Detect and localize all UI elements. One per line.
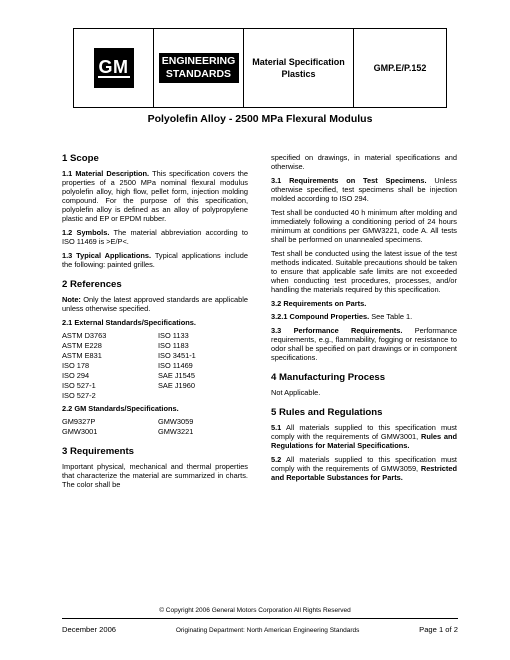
list-item: ISO 527-2	[62, 391, 96, 400]
engineering-standards-cell	[154, 29, 244, 107]
spec-code: GMP.E/P.152	[373, 63, 427, 73]
section-1-2-label: 1.2 Symbols.	[62, 228, 110, 237]
section-3-1-label: 3.1 Requirements on Test Specimens.	[271, 176, 427, 185]
section-5-2-label: 5.2	[271, 455, 282, 464]
left-column	[62, 153, 248, 494]
references-note	[62, 295, 248, 313]
list-item: GMW3059	[158, 417, 194, 426]
list-item: ISO 1133	[158, 331, 189, 340]
section-5-1-ref: Rules and Regulations for Material Specifications.	[271, 432, 457, 450]
list-item: GM9327P	[62, 417, 96, 426]
logo-cell	[74, 29, 154, 107]
section-3-2-1	[271, 312, 457, 321]
list-item: ISO 11469	[158, 361, 193, 370]
list-item: ISO 527-1	[62, 381, 96, 390]
list-item: ISO 3451-1	[158, 351, 196, 360]
scope-heading: 1 Scope	[62, 153, 99, 164]
gm-logo	[94, 48, 134, 88]
section-3-2-heading: 3.2 Requirements on Parts.	[271, 299, 367, 308]
note-text: Only the latest approved standards are applicable unless otherwise specified.	[62, 295, 248, 313]
page-footer	[62, 618, 458, 634]
section-5-2-ref: Restricted and Reportable Substances for Parts.	[271, 464, 458, 482]
list-item: ASTM D3763	[62, 331, 107, 340]
section-1-3-label: 1.3 Typical Applications.	[62, 251, 152, 260]
section-3-1-para3: Test shall be conducted using the latest issue of the test methods indicated. Suitable precautions should be taken to ensure that applicable safe limits are not exceeded when conducting test procedures, processes, and/or handling the materials required by this specification.	[271, 249, 457, 294]
section-1-1-label: 1.1 Material Description.	[62, 169, 150, 178]
continued-text: specified on drawings, in material specifications and otherwise.	[271, 153, 457, 171]
section-5-2-text: All materials supplied to this specification must comply with the requirements of GMW3059,	[271, 455, 457, 473]
section-1-1-text: This specification covers the properties of a 2500 MPa nominal flexural modulus polyolefin alloy, high flow, pellet form, injection molding compound. For the purpose of this specification, polyolefin alloy is defined as an alloy of polypropylene plastic and EP or EPDM rubber.	[62, 169, 248, 223]
references-heading: 2 References	[62, 279, 122, 290]
list-item: GMW3221	[158, 427, 194, 436]
section-5-1	[271, 423, 457, 450]
section-3-2-1-label: 3.2.1 Compound Properties.	[271, 312, 370, 321]
manufacturing-heading: 4 Manufacturing Process	[271, 372, 386, 383]
gm-logo-text: GM	[98, 57, 129, 77]
list-item: ISO 294	[62, 371, 90, 380]
section-3-3	[271, 326, 457, 362]
manufacturing-text: Not Applicable.	[271, 388, 321, 397]
eng-line2: STANDARDS	[165, 68, 232, 80]
list-item: ISO 178	[62, 361, 90, 370]
list-item: SAE J1960	[158, 381, 195, 390]
note-label: Note:	[62, 295, 81, 304]
spec-line2: Plastics	[281, 69, 316, 79]
section-3-1-para2: Test shall be conducted 40 h minimum after molding and immediately following a conditioning period of 24 hours minimum at conditions per GMW3221, code A. All tests shall be performed on unannealed specimens.	[271, 208, 457, 244]
copyright-notice: © Copyright 2006 General Motors Corporation All Rights Reserved	[159, 607, 351, 614]
spec-line1: Material Specification	[252, 57, 345, 67]
section-3-3-label: 3.3 Performance Requirements.	[271, 326, 403, 335]
list-item: ASTM E228	[62, 341, 102, 350]
section-1-3	[62, 251, 248, 269]
section-1-2	[62, 228, 248, 246]
section-1-3-text: Typical applications include the following: painted grilles.	[62, 251, 249, 269]
section-1-2-text: The material abbreviation according to ISO 11469 is >E/P<.	[62, 228, 249, 246]
eng-line1: ENGINEERING	[161, 55, 236, 67]
external-standards-list	[62, 331, 248, 400]
section-3-3-text: Performance requirements, e.g., flammability, fogging or resistance to odor shall be specified on part drawings or in component specifications.	[271, 326, 457, 362]
section-3-2-1-text: See Table 1.	[371, 312, 413, 321]
rules-heading: 5 Rules and Regulations	[271, 407, 383, 418]
gm-standards-heading: 2.2 GM Standards/Specifications.	[62, 404, 179, 413]
section-5-2	[271, 455, 457, 482]
list-item: ASTM E831	[62, 351, 102, 360]
right-column	[271, 153, 457, 487]
list-item: ISO 1183	[158, 341, 189, 350]
page-title: Polyolefin Alloy - 2500 MPa Flexural Modulus	[147, 113, 373, 125]
section-3-1-text: Unless otherwise specified, test specimens shall be injection molded according to ISO 294.	[271, 176, 457, 203]
section-5-1-text: All materials supplied to this specification must comply with the requirements of GMW3001,	[271, 423, 457, 441]
section-3-1	[271, 176, 457, 203]
requirements-text: Important physical, mechanical and thermal properties that characterize the material are summarized in charts. The color shall be	[62, 462, 248, 489]
section-5-1-label: 5.1	[271, 423, 282, 432]
list-item: SAE J1545	[158, 371, 195, 380]
footer-department: Originating Department: North American Engineering Standards	[175, 627, 360, 634]
list-item: GMW3001	[62, 427, 98, 436]
spec-type-cell	[244, 29, 354, 107]
engineering-standards-badge	[159, 53, 239, 83]
document-header	[73, 28, 447, 108]
footer-date: December 2006	[62, 625, 117, 634]
gm-standards-list	[62, 417, 248, 436]
requirements-heading: 3 Requirements	[62, 446, 134, 457]
external-standards-heading: 2.1 External Standards/Specifications.	[62, 318, 196, 327]
section-1-1	[62, 169, 248, 223]
footer-page-number: Page 1 of 2	[419, 625, 458, 634]
